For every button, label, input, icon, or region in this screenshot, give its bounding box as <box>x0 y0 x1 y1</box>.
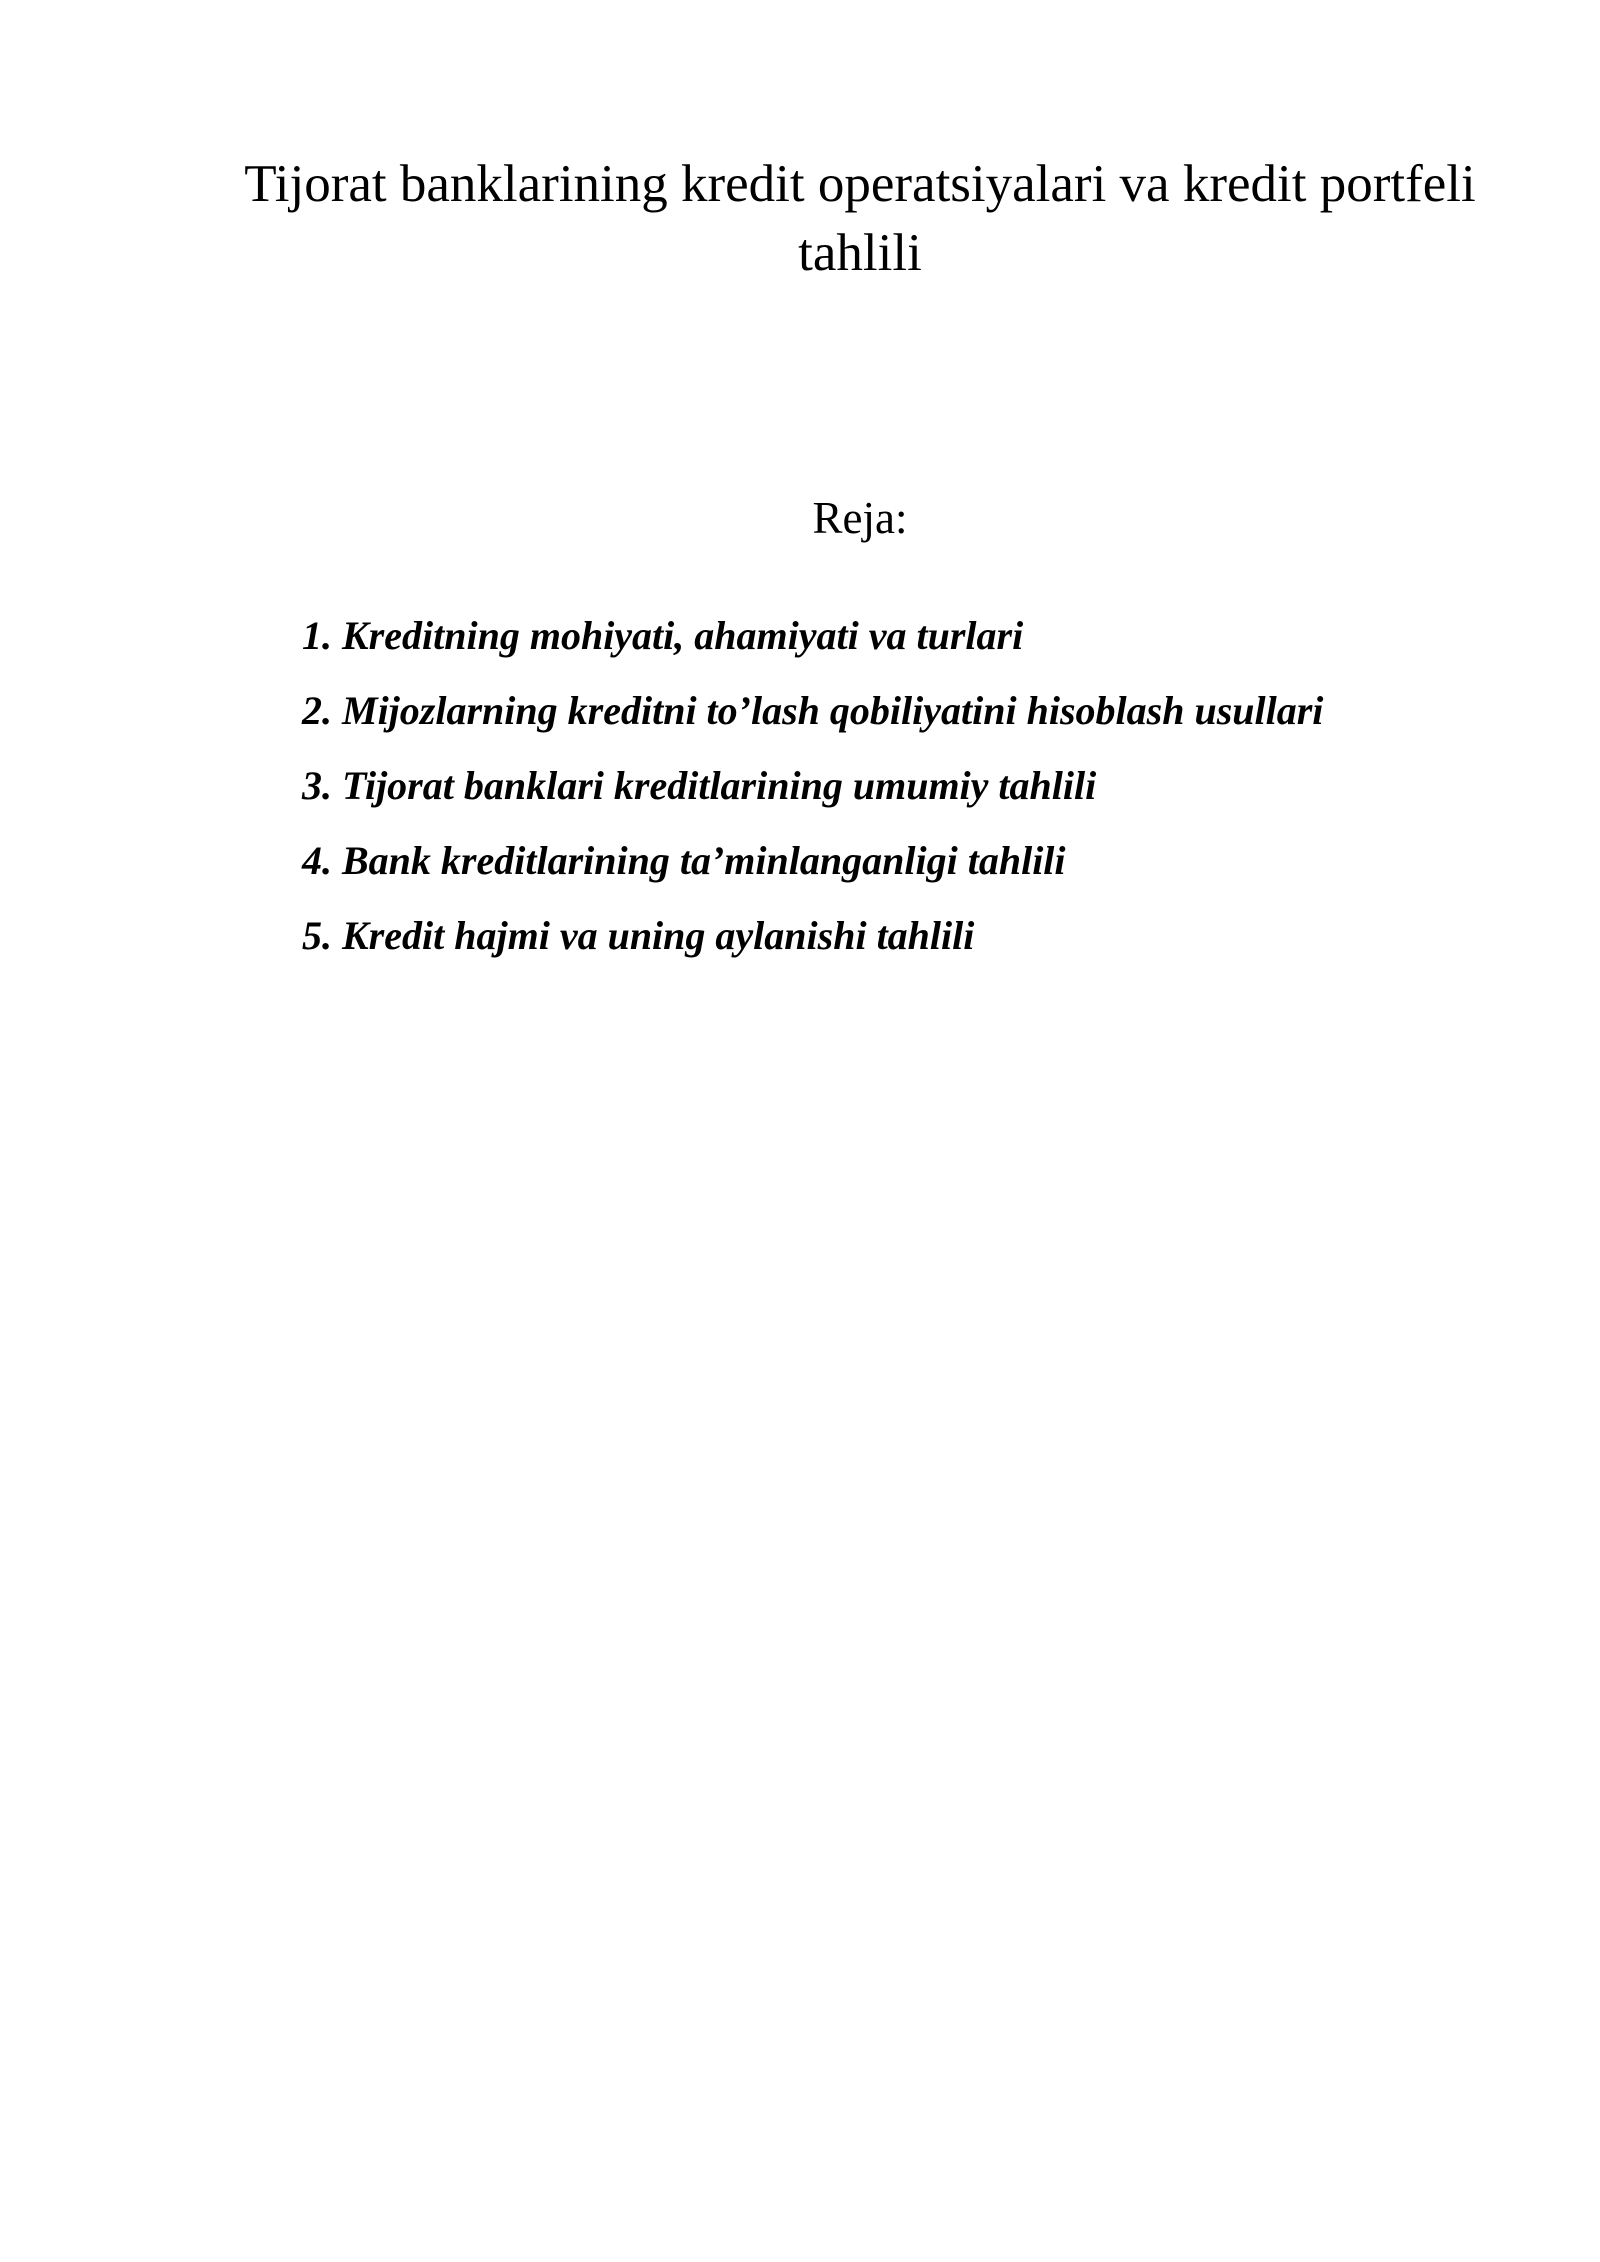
plan-item-2: 2. Mijozlarning kreditni to’lash qobiliyatini hisoblash usullari <box>302 688 1324 733</box>
plan-item-4: 4. Bank kreditlarining ta’minlanganligi tahlili <box>302 838 1066 883</box>
plan-item-5: 5. Kredit hajmi va uning aylanishi tahlili <box>302 913 975 958</box>
plan-item-3: 3. Tijorat banklari kreditlarining umumiy tahlili <box>302 763 1097 808</box>
plan-list <box>302 612 1323 987</box>
plan-heading: Reja: <box>812 493 908 543</box>
document-title: Tijorat banklarining kredit operatsiyalari va kredit portfeli tahlili <box>244 155 1476 282</box>
plan-item-1: 1. Kreditning mohiyati, ahamiyati va turlari <box>302 613 1024 658</box>
